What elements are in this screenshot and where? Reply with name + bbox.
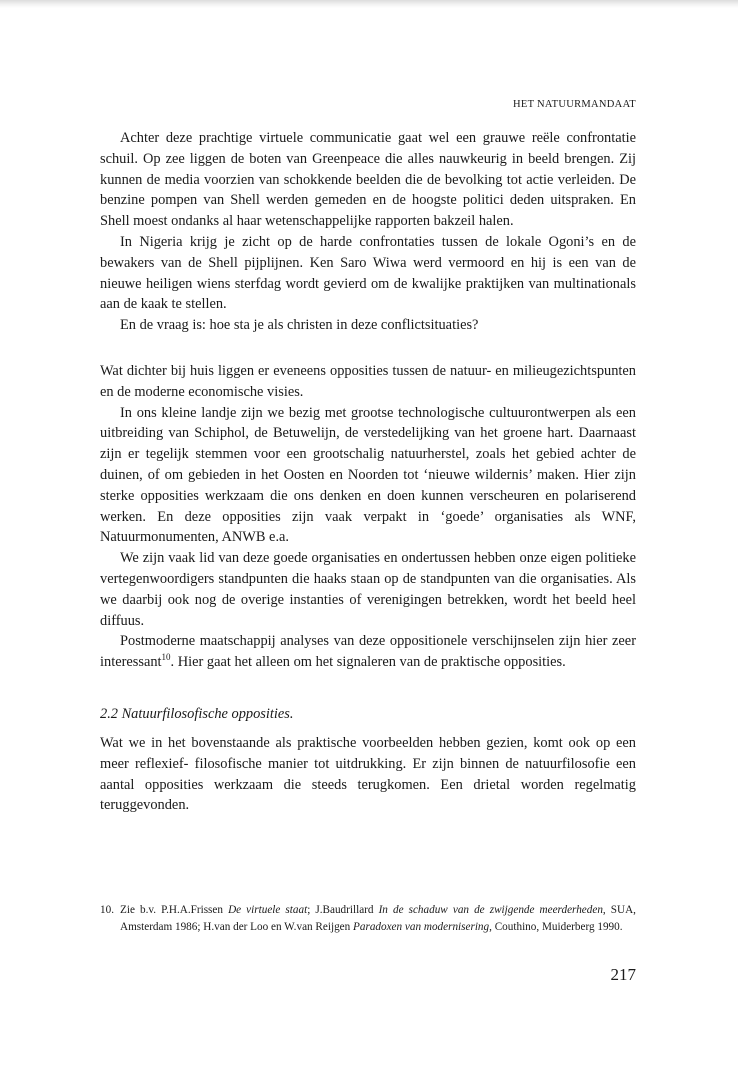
paragraph: En de vraag is: hoe sta je als christen in deze conflictsituaties? xyxy=(120,317,479,334)
paragraph: In ons kleine landje zijn we bezig met grootse technologische cultuurontwerpen als een uitbreiding van Schiphol, de Betuwelijn, de verstedelijking van het groene hart. Daarnaast zijn er tegelijk stemmen voor een grootschalig natuurherstel, zoals het gebied achter de duinen, of om gebieden in het Oosten en Noorden tot ‘nieuwe wildernis’ maken. Hier zijn sterke opposities werkzaam die ons denken en doen kunnen verscheuren en polariserend werken. En deze opposities zijn vaak verpakt in ‘goede’ organisaties als WNF, Natuurmonumenten, ANWB e.a. xyxy=(100,404,636,546)
section-heading: 2.2 Natuurfilosofische opposities. xyxy=(100,706,294,722)
footnote-reference[interactable]: 10 xyxy=(161,652,171,663)
paragraph-text: . Hier gaat het alleen om het signaleren van de praktische opposities. xyxy=(170,654,566,671)
footnote-text xyxy=(120,902,636,935)
running-head: HET NATUURMANDAAT xyxy=(512,99,636,110)
footnote-number: 10. xyxy=(100,904,114,916)
footnote xyxy=(100,902,636,935)
text-block-2 xyxy=(100,361,636,673)
text-block-1 xyxy=(100,128,636,336)
scan-edge xyxy=(0,0,738,8)
paragraph: Wat dichter bij huis liggen er eveneens opposities tussen de natuur- en milieugezichtspunten en de moderne economische visies. xyxy=(100,363,636,400)
text-block-3 xyxy=(100,733,636,816)
paragraph: Wat we in het bovenstaande als praktische voorbeelden hebben gezien, komt ook op een meer reflexief- filosofische manier tot uitdrukking. Er zijn binnen de natuurfilosofie een aantal opposities werkzaam die steeds terugkomen. Een drietal worden regelmatig teruggevonden. xyxy=(100,735,636,814)
footnote-segment: , Couthino, Muiderberg 1990. xyxy=(489,920,623,933)
paragraph: In Nigeria krijg je zicht op de harde confrontaties tussen de lokale Ogoni’s en de bewakers van de Shell pijplijnen. Ken Saro Wiwa werd vermoord en hij is een van de nieuwe heiligen wiens sterfdag wordt gevierd om de kwalijke praktijken van multinationals aan de kaak te stellen. xyxy=(100,233,636,313)
footnote-title: In de schaduw van de zwijgende meerderheden xyxy=(378,904,603,916)
paragraph-with-footnote xyxy=(100,631,636,673)
page-number: 217 xyxy=(610,965,636,984)
footnote-title: Paradoxen van modernisering xyxy=(353,920,490,933)
footnote-segment: Zie b.v. P.H.A.Frissen xyxy=(120,904,229,916)
footnote-segment: , SUA, Amsterdam 1986; H.van der Loo en W.van Reijgen xyxy=(120,904,636,933)
footnote-segment: ; J.Baudrillard xyxy=(307,904,379,916)
paragraph: We zijn vaak lid van deze goede organisaties en ondertussen hebben onze eigen politieke vertegenwoordigers standpunten die haaks staan op de standpunten van die organisaties. Als we daarbij ook nog de overige instanties of verenigingen betrekken, wordt het beeld heel diffuus. xyxy=(100,550,636,629)
footnote-title: De virtuele staat xyxy=(228,904,308,916)
paragraph: Achter deze prachtige virtuele communicatie gaat wel een grauwe reële confrontatie schuil. Op zee liggen de boten van Greenpeace die alles nauwkeurig in beeld brengen. Zij kunnen de media voorzien van schokkende beelden die de bevolking tot actie verleiden. De benzine pompen van Shell werden gemeden en de hoogste politici deden uitspraken. En Shell moest ondanks al haar wetenschappelijke rapporten bakzeil halen. xyxy=(100,130,636,230)
paragraph-text: Postmoderne maatschappij analyses van deze oppositionele verschijnselen zijn hier zeer interessant xyxy=(100,633,636,671)
